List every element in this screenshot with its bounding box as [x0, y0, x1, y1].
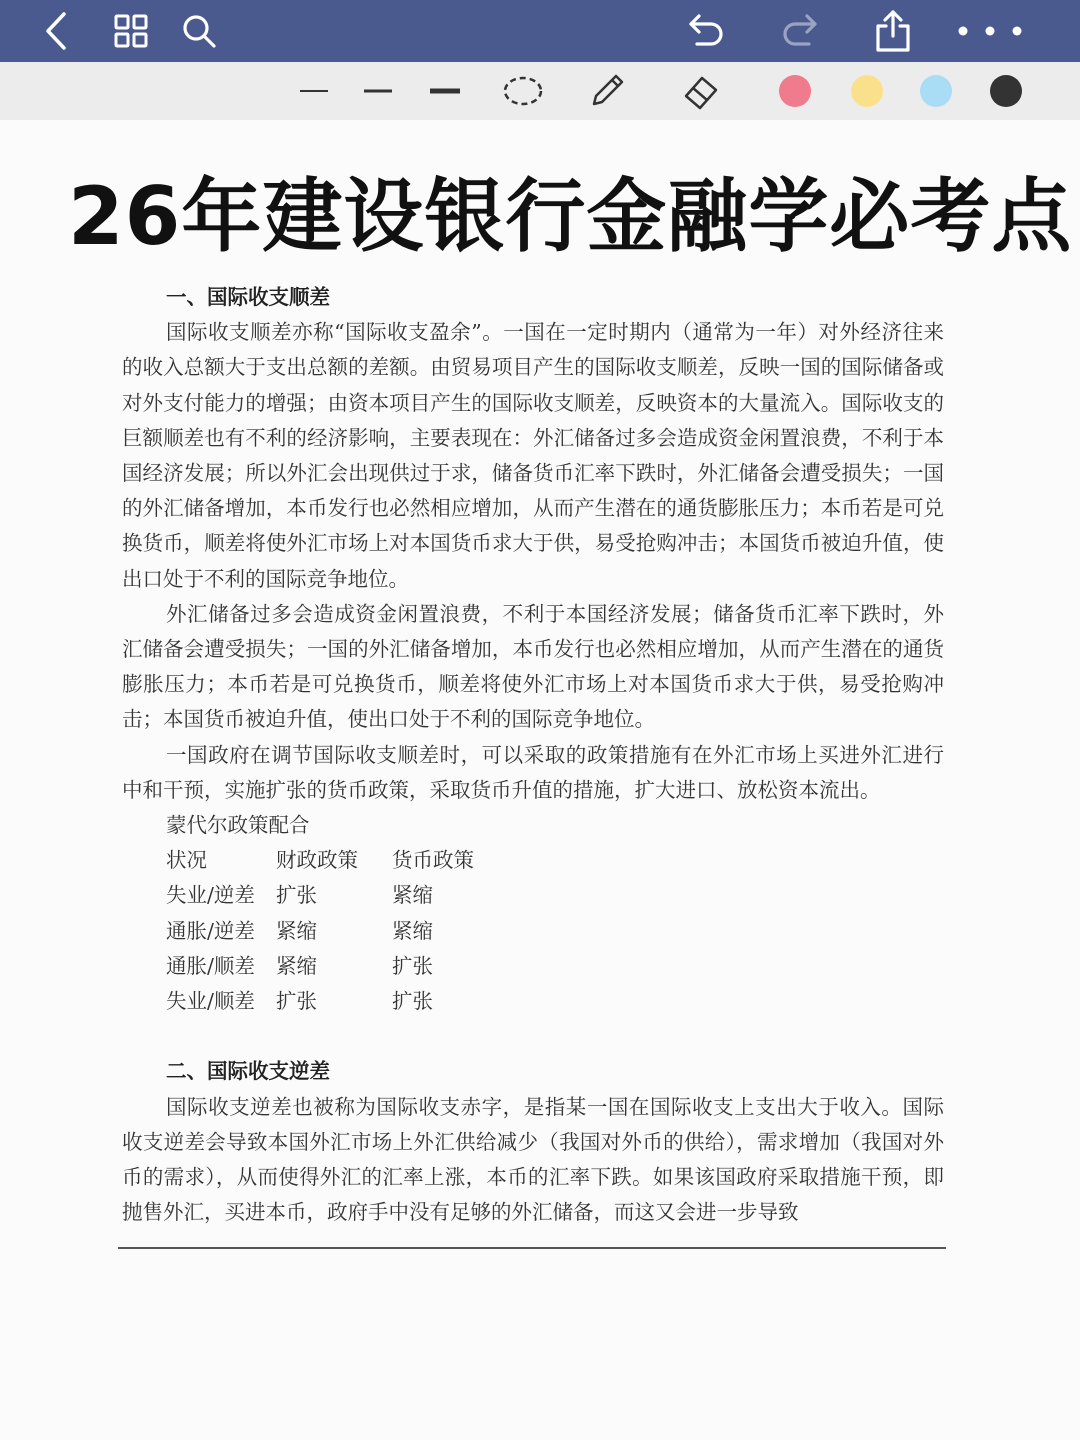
color-swatch-black[interactable] [989, 69, 1023, 113]
redo-icon[interactable] [776, 8, 822, 54]
color-swatch-yellow[interactable] [850, 69, 884, 113]
top-bar [0, 0, 1080, 62]
page-divider [118, 1247, 946, 1249]
section1-paragraph-3: 一国政府在调节国际收支顺差时，可以采取的政策措施有在外汇市场上买进外汇进行中和干预，实施扩张的货币政策，采取货币升值的措施，扩大进口、放松资本流出。 [122, 742, 944, 802]
more-icon[interactable] [950, 8, 1030, 54]
table-cell: 紧缩 [276, 918, 317, 943]
table-header: 货币政策 [392, 848, 474, 873]
back-icon[interactable] [34, 8, 80, 54]
table-cell: 通胀/逆差 [166, 918, 255, 943]
table-cell: 紧缩 [392, 883, 433, 908]
table-cell: 扩张 [392, 989, 433, 1014]
grid-icon[interactable] [108, 8, 154, 54]
medium-line-icon[interactable] [360, 69, 396, 113]
color-swatch-blue[interactable] [919, 69, 953, 113]
page-title: 26年建设银行金融学必考点 [68, 170, 1073, 263]
table-header: 状况 [166, 848, 207, 873]
table-cell: 失业/顺差 [166, 989, 255, 1014]
section1-paragraph-1: 国际收支顺差亦称“国际收支盈余”。一国在一定时期内（通常为一年）对外经济往来的收入总额大于支出总额的差额。由贸易项目产生的国际收支顺差，反映一国的国际储备或对外支付能力的增强；由资本项目产生的国际收支顺差，反映资本的大量流入。国际收支的巨额顺差也有不利的经济影响，主要表现在：外汇储备过多会造成资金闲置浪费，不利于本国经济发展；所以外汇会出现供过于求，储备货币汇率下跌时，外汇储备会遭受损失；一国的外汇储备增加，本币发行也必然相应增加，从而产生潜在的通货膨胀压力；本币若是可兑换货币，顺差将使外汇市场上对本国货币求大于供，易受抢购冲击；本国货币被迫升值，使出口处于不利的国际竞争地位。 [122, 320, 944, 591]
eraser-icon[interactable] [678, 69, 724, 113]
section1-heading: 一、国际收支顺差 [166, 285, 330, 309]
color-swatch-pink[interactable] [778, 69, 812, 113]
search-icon[interactable] [176, 8, 222, 54]
lasso-icon[interactable] [500, 69, 546, 113]
section2-heading: 二、国际收支逆差 [166, 1059, 330, 1084]
mundell-title: 蒙代尔政策配合 [166, 813, 310, 838]
spacer [122, 1019, 944, 1054]
table-row [166, 949, 474, 984]
share-icon[interactable] [870, 8, 916, 54]
table-cell: 失业/逆差 [166, 883, 255, 908]
section2-paragraph-1: 国际收支逆差也被称为国际收支赤字，是指某一国在国际收支上支出大于收入。国际收支逆差会导致本国外汇市场上外汇供给减少（我国对外币的供给），需求增加（我国对外币的需求），从而使得外汇的汇率上涨，本币的汇率下跌。如果该国政府采取措施干预，即抛售外汇，买进本币，政府手中没有足够的外汇储备，而这又会进一步导致 [122, 1094, 944, 1225]
undo-icon[interactable] [684, 8, 730, 54]
table-row [166, 914, 474, 949]
table-row [166, 878, 474, 913]
table-cell: 扩张 [276, 883, 317, 908]
table-header-row [166, 843, 474, 878]
table-cell: 扩张 [276, 989, 317, 1014]
table-cell: 通胀/顺差 [166, 953, 255, 978]
table-cell: 扩张 [392, 953, 433, 978]
drawing-toolbar [0, 62, 1080, 120]
pencil-icon[interactable] [584, 69, 630, 113]
mundell-policy-table [166, 843, 474, 1019]
table-cell: 紧缩 [276, 953, 317, 978]
table-row [166, 984, 474, 1019]
thick-line-icon[interactable] [426, 69, 464, 113]
table-header: 财政政策 [276, 848, 358, 873]
thin-line-icon[interactable] [296, 69, 332, 113]
section1-paragraph-2: 外汇储备过多会造成资金闲置浪费，不利于本国经济发展；储备货币汇率下跌时，外汇储备会遭受损失；一国的外汇储备增加，本币发行也必然相应增加，从而产生潜在的通货膨胀压力；本币若是可兑换货币，顺差将使外汇市场上对本国货币求大于供，易受抢购冲击；本国货币被迫升值，使出口处于不利的国际竞争地位。 [122, 601, 944, 732]
document-body [122, 280, 944, 1230]
table-cell: 紧缩 [392, 918, 433, 943]
